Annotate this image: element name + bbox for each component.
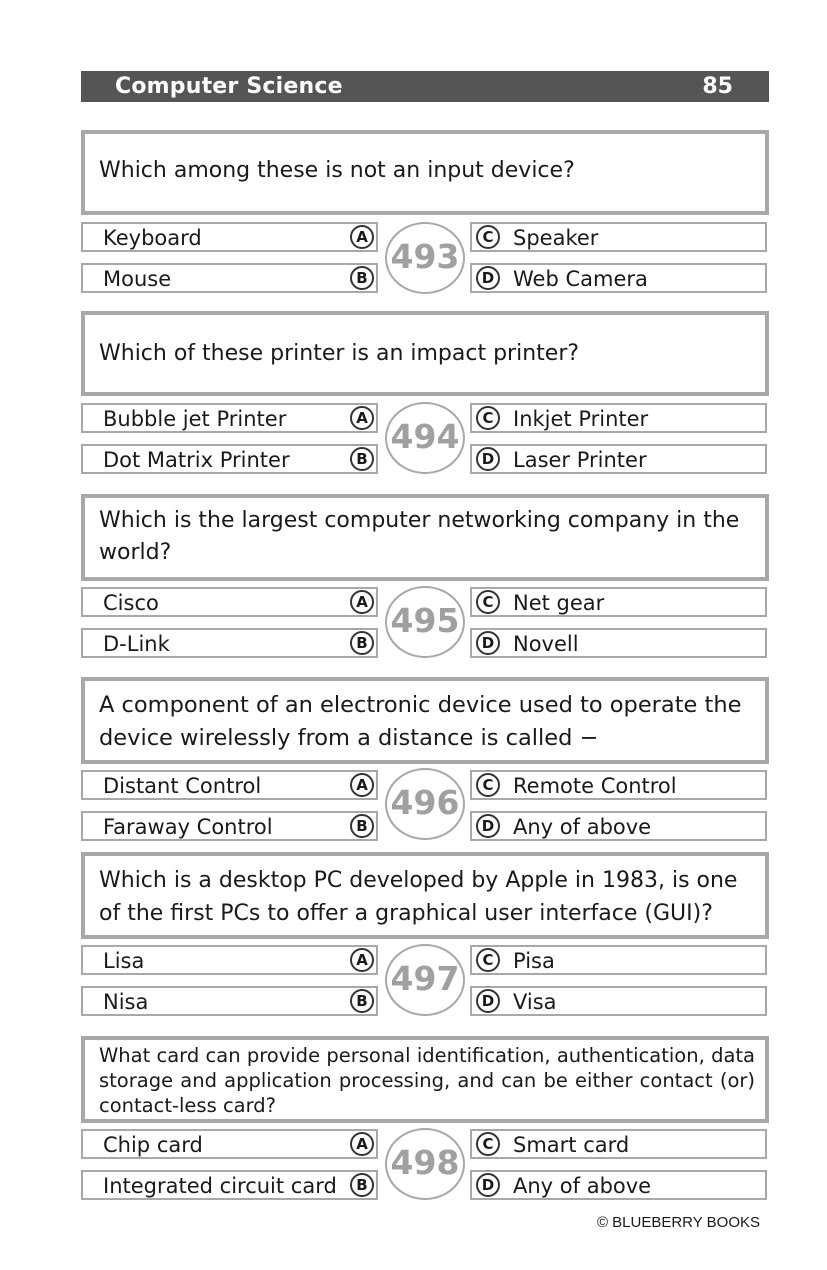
question-box [81,852,769,939]
question-text: Which of these printer is an impact printer? [99,341,580,366]
option-letter-badge: A [350,590,374,614]
option-a[interactable] [81,222,378,252]
option-label: Visa [513,990,557,1014]
question-box [81,1036,769,1123]
question-text: What card can provide personal identification, authentication, data storage and application processing, and can be either contact (or) contact-less card? [99,1044,755,1117]
option-d[interactable] [470,811,767,841]
option-b[interactable] [81,263,378,293]
subject-title: Computer Science [115,74,343,99]
option-letter-badge: B [350,266,374,290]
option-label: Bubble jet Printer [103,407,287,431]
option-letter-badge: A [350,948,374,972]
option-label: Laser Printer [513,448,647,472]
option-letter-badge: C [476,1132,500,1156]
question-number: 496 [385,768,465,840]
option-d[interactable] [470,1170,767,1200]
question-number: 493 [385,222,465,294]
option-a[interactable] [81,587,378,617]
option-d[interactable] [470,628,767,658]
option-c[interactable] [470,222,767,252]
question-box [81,311,769,396]
option-a[interactable] [81,403,378,433]
question-text: Which among these is not an input device? [99,158,575,183]
question-box [81,677,769,764]
option-b[interactable] [81,444,378,474]
option-b[interactable] [81,1170,378,1200]
option-label: Pisa [513,949,555,973]
question-number: 494 [385,402,465,474]
option-label: Novell [513,632,579,656]
question-text: Which is a desktop PC developed by Apple in 1983, is one of the first PCs to offer a graphical user interface (GUI)? [99,868,738,926]
option-letter-badge: B [350,447,374,471]
option-label: D-Link [103,632,170,656]
option-b[interactable] [81,811,378,841]
option-letter-badge: A [350,225,374,249]
question-text: A component of an electronic device used to operate the device wirelessly from a distance is called − [99,692,742,751]
question-text: Which is the largest computer networking company in the world? [99,508,740,565]
option-d[interactable] [470,986,767,1016]
option-c[interactable] [470,770,767,800]
option-letter-badge: D [476,266,500,290]
option-letter-badge: D [476,1173,500,1197]
option-letter-badge: B [350,989,374,1013]
option-letter-badge: D [476,631,500,655]
option-d[interactable] [470,263,767,293]
option-label: Any of above [513,815,652,839]
option-b[interactable] [81,986,378,1016]
question-number: 497 [385,944,465,1016]
option-letter-badge: C [476,590,500,614]
page-header [81,71,769,102]
option-label: Lisa [103,949,145,973]
option-label: Chip card [103,1133,203,1157]
option-a[interactable] [81,945,378,975]
question-box [81,130,769,215]
option-c[interactable] [470,587,767,617]
option-label: Faraway Control [103,815,273,839]
question-box [81,494,769,581]
option-b[interactable] [81,628,378,658]
option-label: Nisa [103,990,149,1014]
option-letter-badge: D [476,447,500,471]
option-label: Inkjet Printer [513,407,649,431]
option-letter-badge: B [350,1173,374,1197]
option-letter-badge: D [476,814,500,838]
option-label: Remote Control [513,774,677,798]
option-c[interactable] [470,945,767,975]
page-number: 85 [702,74,733,99]
question-number: 498 [385,1128,465,1200]
option-letter-badge: D [476,989,500,1013]
option-c[interactable] [470,1129,767,1159]
option-label: Integrated circuit card [103,1174,337,1198]
option-letter-badge: B [350,814,374,838]
option-label: Distant Control [103,774,262,798]
option-label: Any of above [513,1174,652,1198]
option-label: Mouse [103,267,172,291]
option-label: Cisco [103,591,159,615]
option-label: Net gear [513,591,605,615]
option-label: Speaker [513,226,599,250]
option-letter-badge: C [476,773,500,797]
option-label: Smart card [513,1133,630,1157]
option-d[interactable] [470,444,767,474]
option-label: Keyboard [103,226,202,250]
option-label: Dot Matrix Printer [103,448,290,472]
option-letter-badge: C [476,948,500,972]
option-letter-badge: A [350,1132,374,1156]
option-letter-badge: C [476,406,500,430]
option-c[interactable] [470,403,767,433]
option-label: Web Camera [513,267,648,291]
option-a[interactable] [81,1129,378,1159]
option-letter-badge: C [476,225,500,249]
option-a[interactable] [81,770,378,800]
copyright-footer: © BLUEBERRY BOOKS [596,1214,760,1231]
option-letter-badge: A [350,406,374,430]
option-letter-badge: B [350,631,374,655]
question-number: 495 [385,586,465,658]
option-letter-badge: A [350,773,374,797]
